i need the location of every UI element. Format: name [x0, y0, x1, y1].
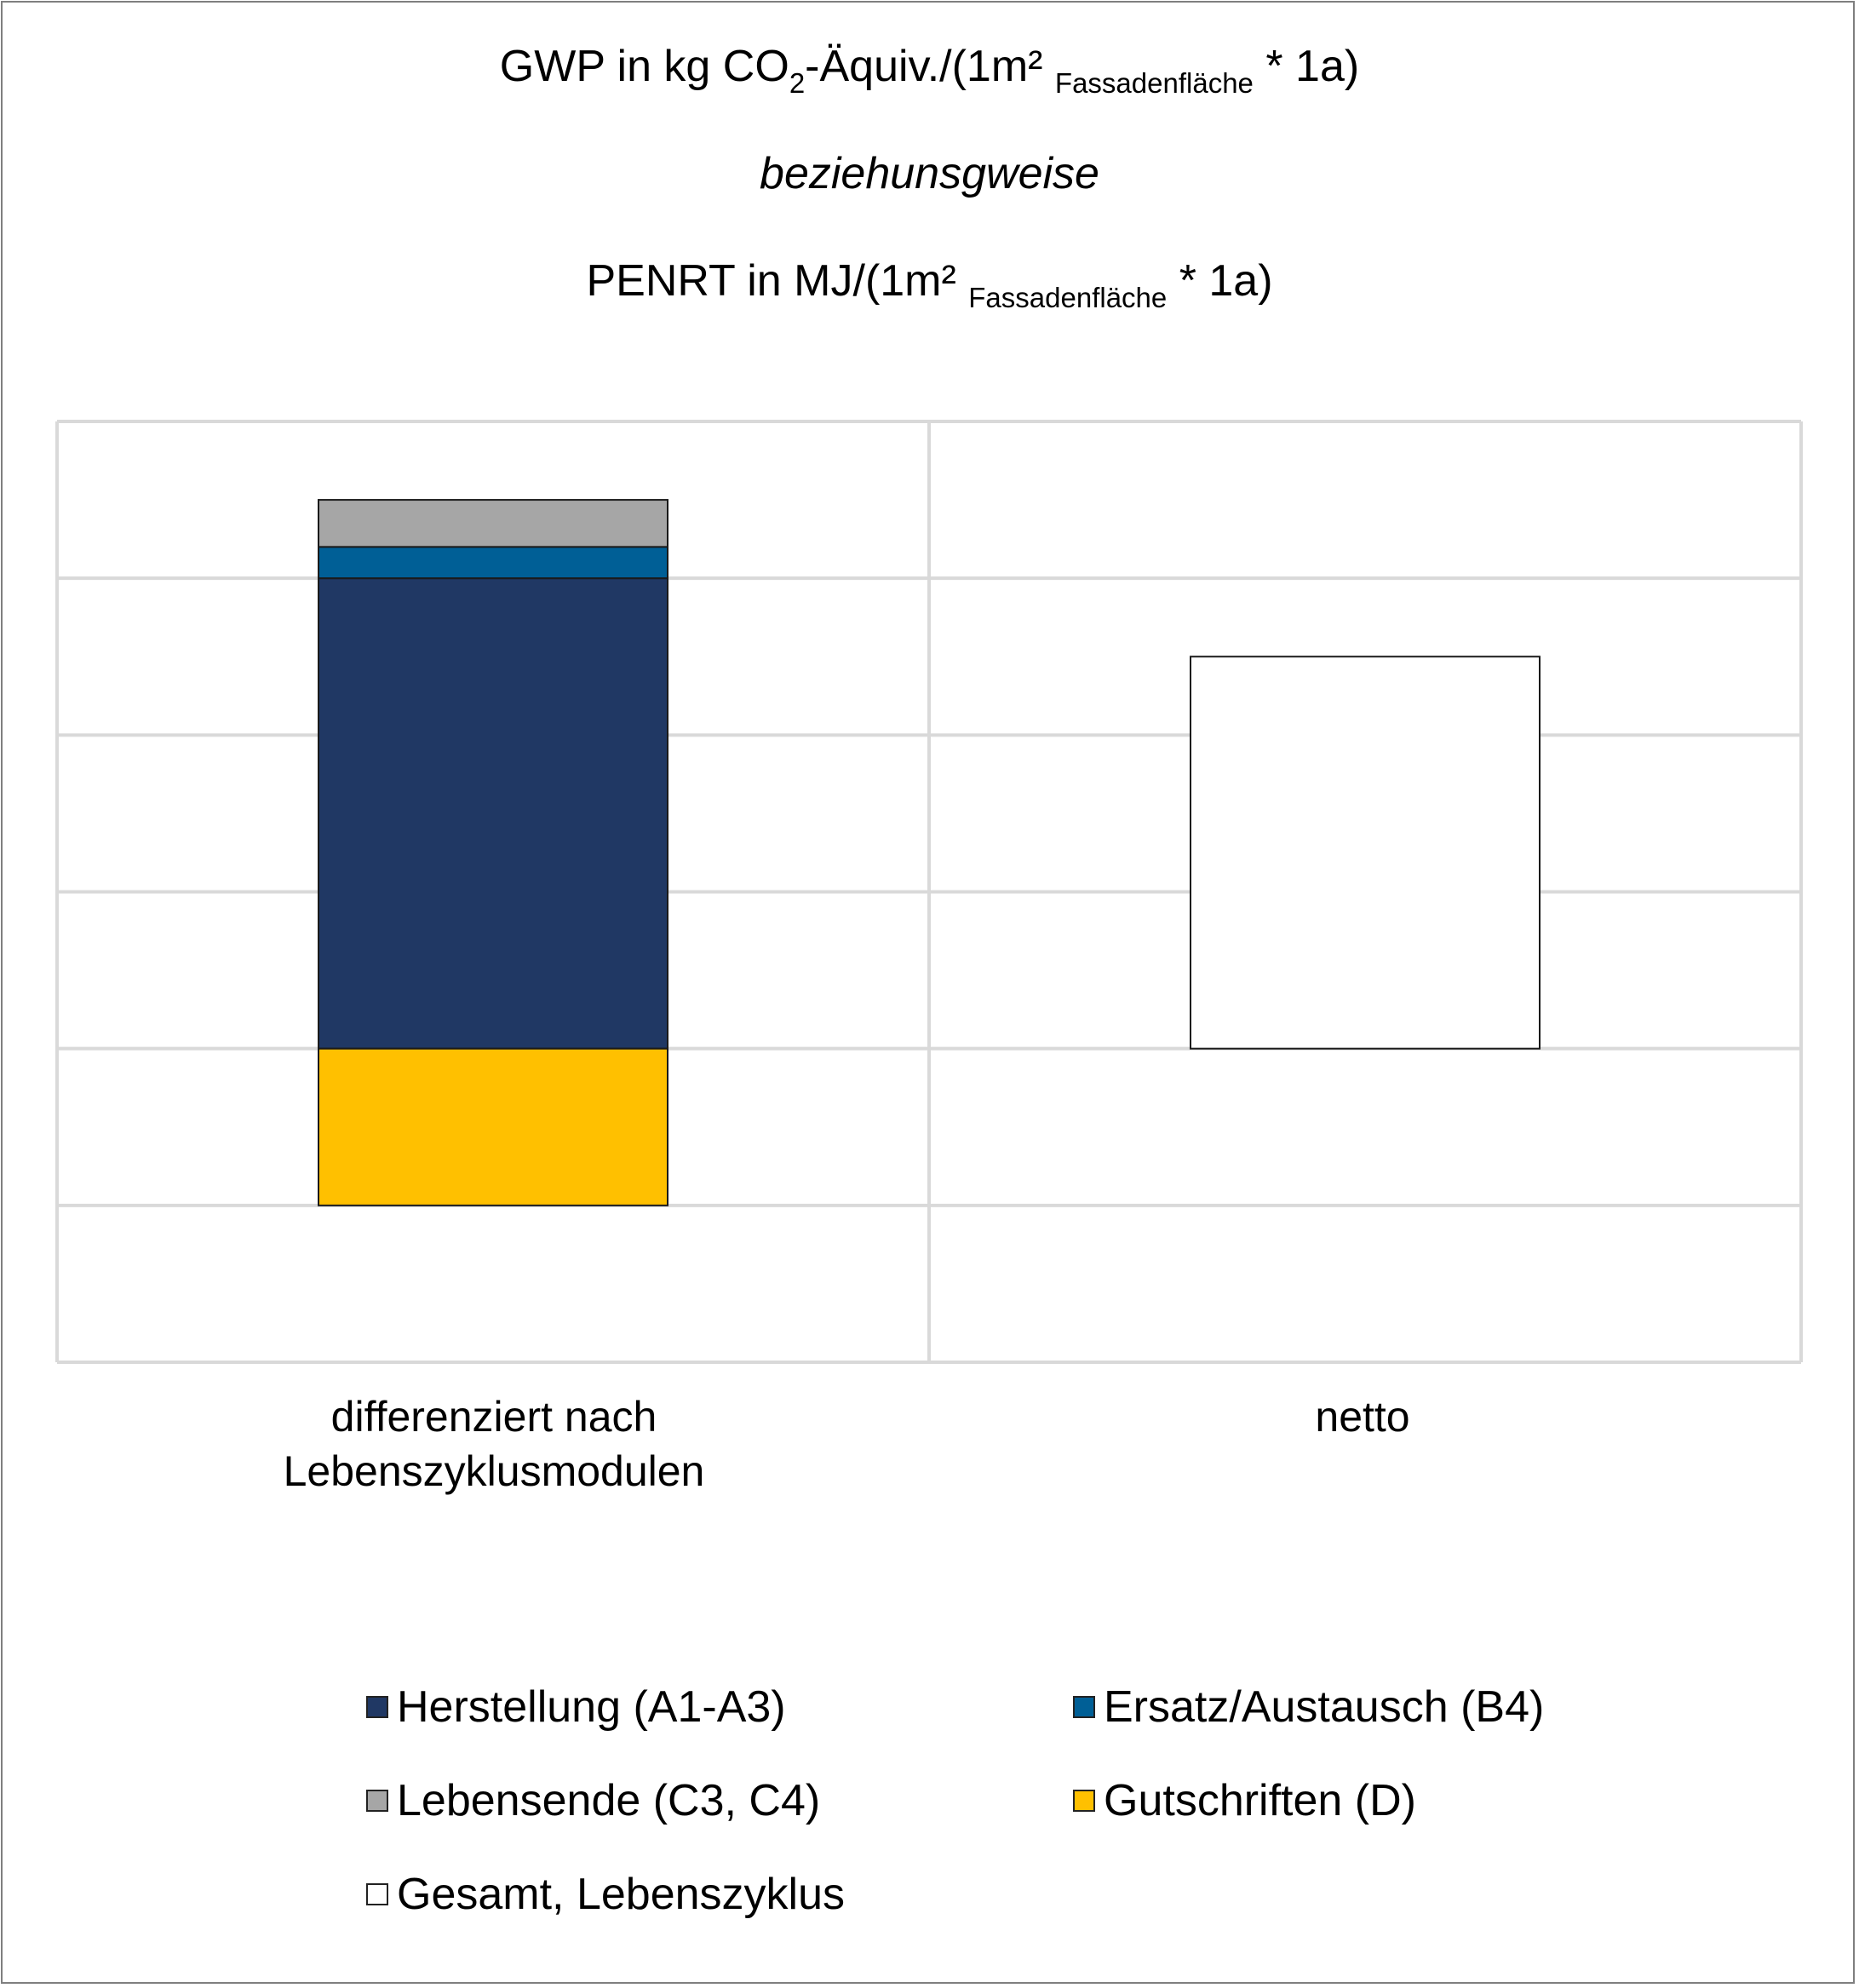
legend-label-ersatz: Ersatz/Austausch (B4): [1104, 1682, 1545, 1732]
legend-item-lebensende: [366, 1775, 820, 1826]
category-label-1: netto: [1315, 1393, 1410, 1441]
bar-segment-0-0: [318, 578, 668, 1049]
legend-swatch-gutschriften: [1073, 1790, 1095, 1812]
legend-item-gutschriften: [1073, 1775, 1416, 1826]
bar-segment-0-1: [318, 547, 668, 578]
bar-segment-0-2: [318, 500, 668, 547]
legend-label-gutschriften: Gutschriften (D): [1104, 1776, 1416, 1825]
category-label-0: differenziert nach Lebenszyklusmodulen: [283, 1393, 705, 1495]
legend-swatch-gesamt: [366, 1883, 388, 1905]
legend-item-ersatz: [1073, 1681, 1544, 1733]
bar-segment-1-4: [1191, 656, 1540, 1048]
legend-item-herstellung: [366, 1681, 786, 1733]
legend-label-lebensende: Lebensende (C3, C4): [397, 1776, 821, 1825]
chart-title-line-2: beziehunsgweise: [760, 149, 1099, 198]
legend-label-herstellung: Herstellung (A1-A3): [397, 1682, 786, 1732]
legend-swatch-ersatz: [1073, 1696, 1095, 1718]
legend-item-gesamt: [366, 1869, 845, 1920]
legend-swatch-lebensende: [366, 1790, 388, 1812]
legend-label-gesamt: Gesamt, Lebenszyklus: [397, 1870, 846, 1919]
chart-title-line-3: PENRT in MJ/(1m² $_{Fassadenfläche}$ * 1a): [586, 256, 1273, 313]
bar-segment-0-3: [318, 1049, 668, 1206]
legend-swatch-herstellung: [366, 1696, 388, 1718]
chart-title-line-1: GWP in kg $CO_2-Äquiv./(1m^2$ $_{Fassadenfläche}$ * 1a): [499, 42, 1360, 99]
